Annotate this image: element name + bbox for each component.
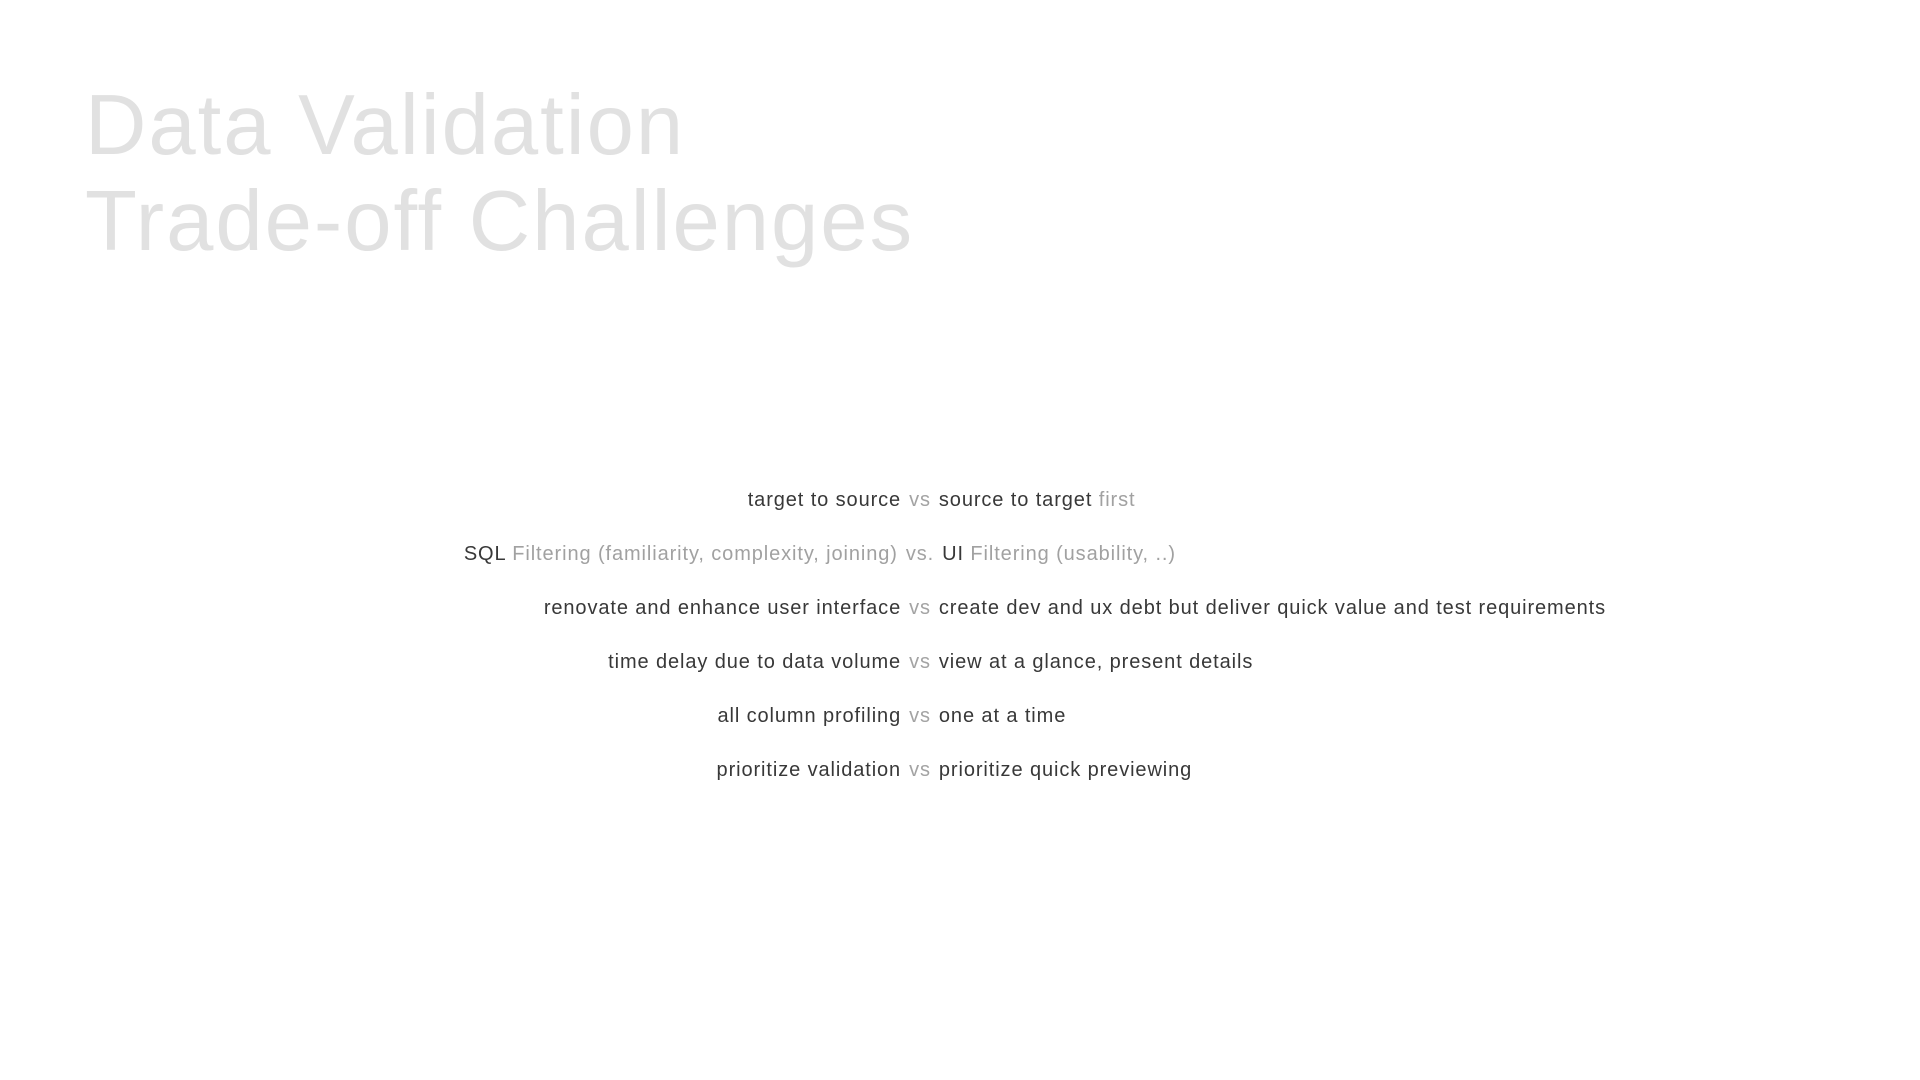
slide-title [85,78,914,270]
tradeoff-left [0,705,901,728]
tradeoff-right [942,543,1840,566]
tradeoff-right-main: source to target [938,488,1093,511]
tradeoff-row-target-vs-source [0,473,1840,527]
slide-title-line1: Data Validation [85,78,686,173]
vs-separator: vs [909,488,931,511]
tradeoff-right-main: prioritize quick previewing [938,758,1193,781]
tradeoff-left [0,651,901,674]
tradeoff-right [939,651,1840,674]
tradeoff-right-main: view at a glance, present details [938,650,1254,673]
vs-separator: vs [909,704,931,727]
tradeoff-left [0,759,901,782]
tradeoff-list [0,473,1840,797]
tradeoff-right [939,759,1840,782]
tradeoff-row-sql-vs-ui-filtering [0,527,1840,581]
vs-separator: vs [909,596,931,619]
tradeoff-left-main: time delay due to data volume [608,650,902,673]
tradeoff-left-main: target to source [747,488,902,511]
tradeoff-left [0,489,901,512]
tradeoff-row-delay-vs-glance [0,635,1840,689]
tradeoff-left-main: SQL [463,542,506,565]
tradeoff-right [939,597,1840,620]
tradeoff-left [0,543,898,566]
tradeoff-right-muted: first [1092,488,1136,511]
tradeoff-right [939,489,1840,512]
tradeoff-left [0,597,901,620]
vs-separator: vs [909,650,931,673]
tradeoff-right [939,705,1840,728]
tradeoff-left-main: renovate and enhance user interface [543,596,902,619]
tradeoff-row-renovate-vs-debt [0,581,1840,635]
slide-title-line2: Trade-off Challenges [85,174,915,269]
tradeoff-left-main: prioritize validation [716,758,902,781]
tradeoff-right-main: UI [942,542,964,565]
vs-separator: vs [909,758,931,781]
tradeoff-right-main: create dev and ux debt but deliver quick value and test requirements [938,596,1607,619]
tradeoff-right-main: one at a time [938,704,1067,727]
tradeoff-row-profiling-vs-one [0,689,1840,743]
tradeoff-left-main: all column profiling [717,704,902,727]
tradeoff-right-muted: Filtering (usability, ..) [963,542,1176,565]
vs-separator: vs. [905,542,935,565]
tradeoff-row-validation-vs-previewing [0,743,1840,797]
tradeoff-left-muted: Filtering (familiarity, complexity, joining) [505,542,898,565]
